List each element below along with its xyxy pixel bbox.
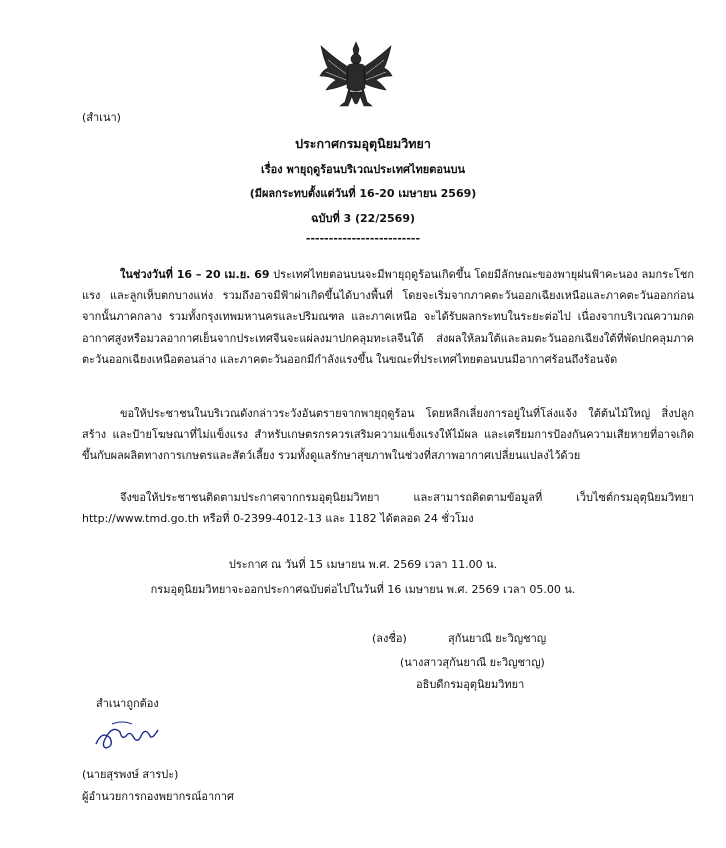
- announcement-effect-period: (มีผลกระทบตั้งแต่วันที่ 16-20 เมษายน 2569): [249, 187, 477, 200]
- body-paragraph-2: [82, 403, 694, 467]
- certified-copy-label: สำเนาถูกต้อง: [96, 697, 159, 710]
- certifier-position: ผู้อำนวยการกองพยากรณ์อากาศ: [82, 790, 235, 803]
- announced-datetime: ประกาศ ณ วันที่ 15 เมษายน พ.ศ. 2569 เวลา 11.00 น.: [228, 558, 498, 571]
- copy-mark: (สำเนา): [82, 111, 121, 124]
- paragraph-1-text: ประเทศไทยตอนบนจะมีพายุฤดูร้อนเกิดขึ้น โดยมีลักษณะของพายุฝนฟ้าคะนอง ลมกระโชกแรง และลูกเห็บตกบางแห่ง รวมถึงอาจมีฟ้าผ่าเกิดขึ้นได้บางพื้นที่ โดยจะเริ่มจากภาคตะวันออกเฉียงเหนือและภาคตะวันออกก่อน จากนั้นภาคกลาง รวมทั้งกรุงเทพมหานครและปริมณฑล และภาคเหนือ จะได้รับผลกระทบในระยะต่อไป เนื่องจากบริเวณความกดอากาศสูงหรือมวลอากาศเย็นจากประเทศจีนจะแผ่ลงมาปกคลุมทะเลจีนใต้ ส่งผลให้ลมใต้และลมตะวันออกเฉียงใต้ที่พัดปกคลุมภาคตะวันออกเฉียงเหนือตอนล่าง และภาคตะวันออกมีกำลังแรงขึ้น ในขณะที่ประเทศไทยตอนบนมีอากาศร้อนถึงร้อนจัด: [82, 268, 694, 366]
- signed-name: สุกันยาณี ยะวิญชาญ: [448, 632, 547, 645]
- body-paragraph-3: [82, 487, 694, 529]
- signer-full-name: (นางสาวสุกันยาณี ยะวิญชาญ): [400, 656, 545, 669]
- announcement-subject: เรื่อง พายุฤดูร้อนบริเวณประเทศไทยตอนบน: [260, 163, 465, 176]
- body-paragraph-1: [82, 264, 694, 370]
- handwritten-signature-icon: [92, 716, 162, 756]
- garuda-emblem-icon: [318, 40, 394, 118]
- announcement-issue-number: ฉบับที่ 3 (22/2569): [310, 212, 416, 225]
- title-separator: -------------------------: [305, 232, 421, 245]
- signed-label: (ลงชื่อ): [372, 632, 407, 645]
- signer-position: อธิบดีกรมอุตุนิยมวิทยา: [416, 678, 525, 691]
- paragraph-3-text: จึงขอให้ประชาชนติดตามประกาศจากกรมอุตุนิยมวิทยา และสามารถติดตามข้อมูลที่ เว็บไซต์กรมอุตุนิยมวิทยา http://www.tmd.go.th หรือที่ 0-2399-4012-13 และ 1182 ได้ตลอด 24 ชั่วโมง: [82, 491, 694, 526]
- paragraph-2-text: ขอให้ประชาชนในบริเวณดังกล่าวระวังอันตรายจากพายุฤดูร้อน โดยหลีกเลี่ยงการอยู่ในที่โล่งแจ้ง ใต้ต้นไม้ใหญ่ สิ่งปลูกสร้าง และป้ายโฆษณาที่ไม่แข็งแรง สำหรับเกษตรกรควรเสริมความแข็งแรงให้ไม้ผล และเตรียมการป้องกันความเสียหายที่อาจเกิดขึ้นกับผลผลิตทางการเกษตรและสัตว์เลี้ยง รวมทั้งดูแลรักษาสุขภาพในช่วงที่สภาพอากาศเปลี่ยนแปลงไว้ด้วย: [82, 407, 694, 463]
- certifier-name: (นายสุรพงษ์ สารปะ): [82, 768, 179, 781]
- announcement-title: ประกาศกรมอุตุนิยมวิทยา: [295, 136, 431, 151]
- next-announcement-datetime: กรมอุตุนิยมวิทยาจะออกประกาศฉบับต่อไปในวันที่ 16 เมษายน พ.ศ. 2569 เวลา 05.00 น.: [150, 583, 576, 596]
- paragraph-1-lead: ในช่วงวันที่ 16 – 20 เม.ย. 69: [120, 268, 270, 281]
